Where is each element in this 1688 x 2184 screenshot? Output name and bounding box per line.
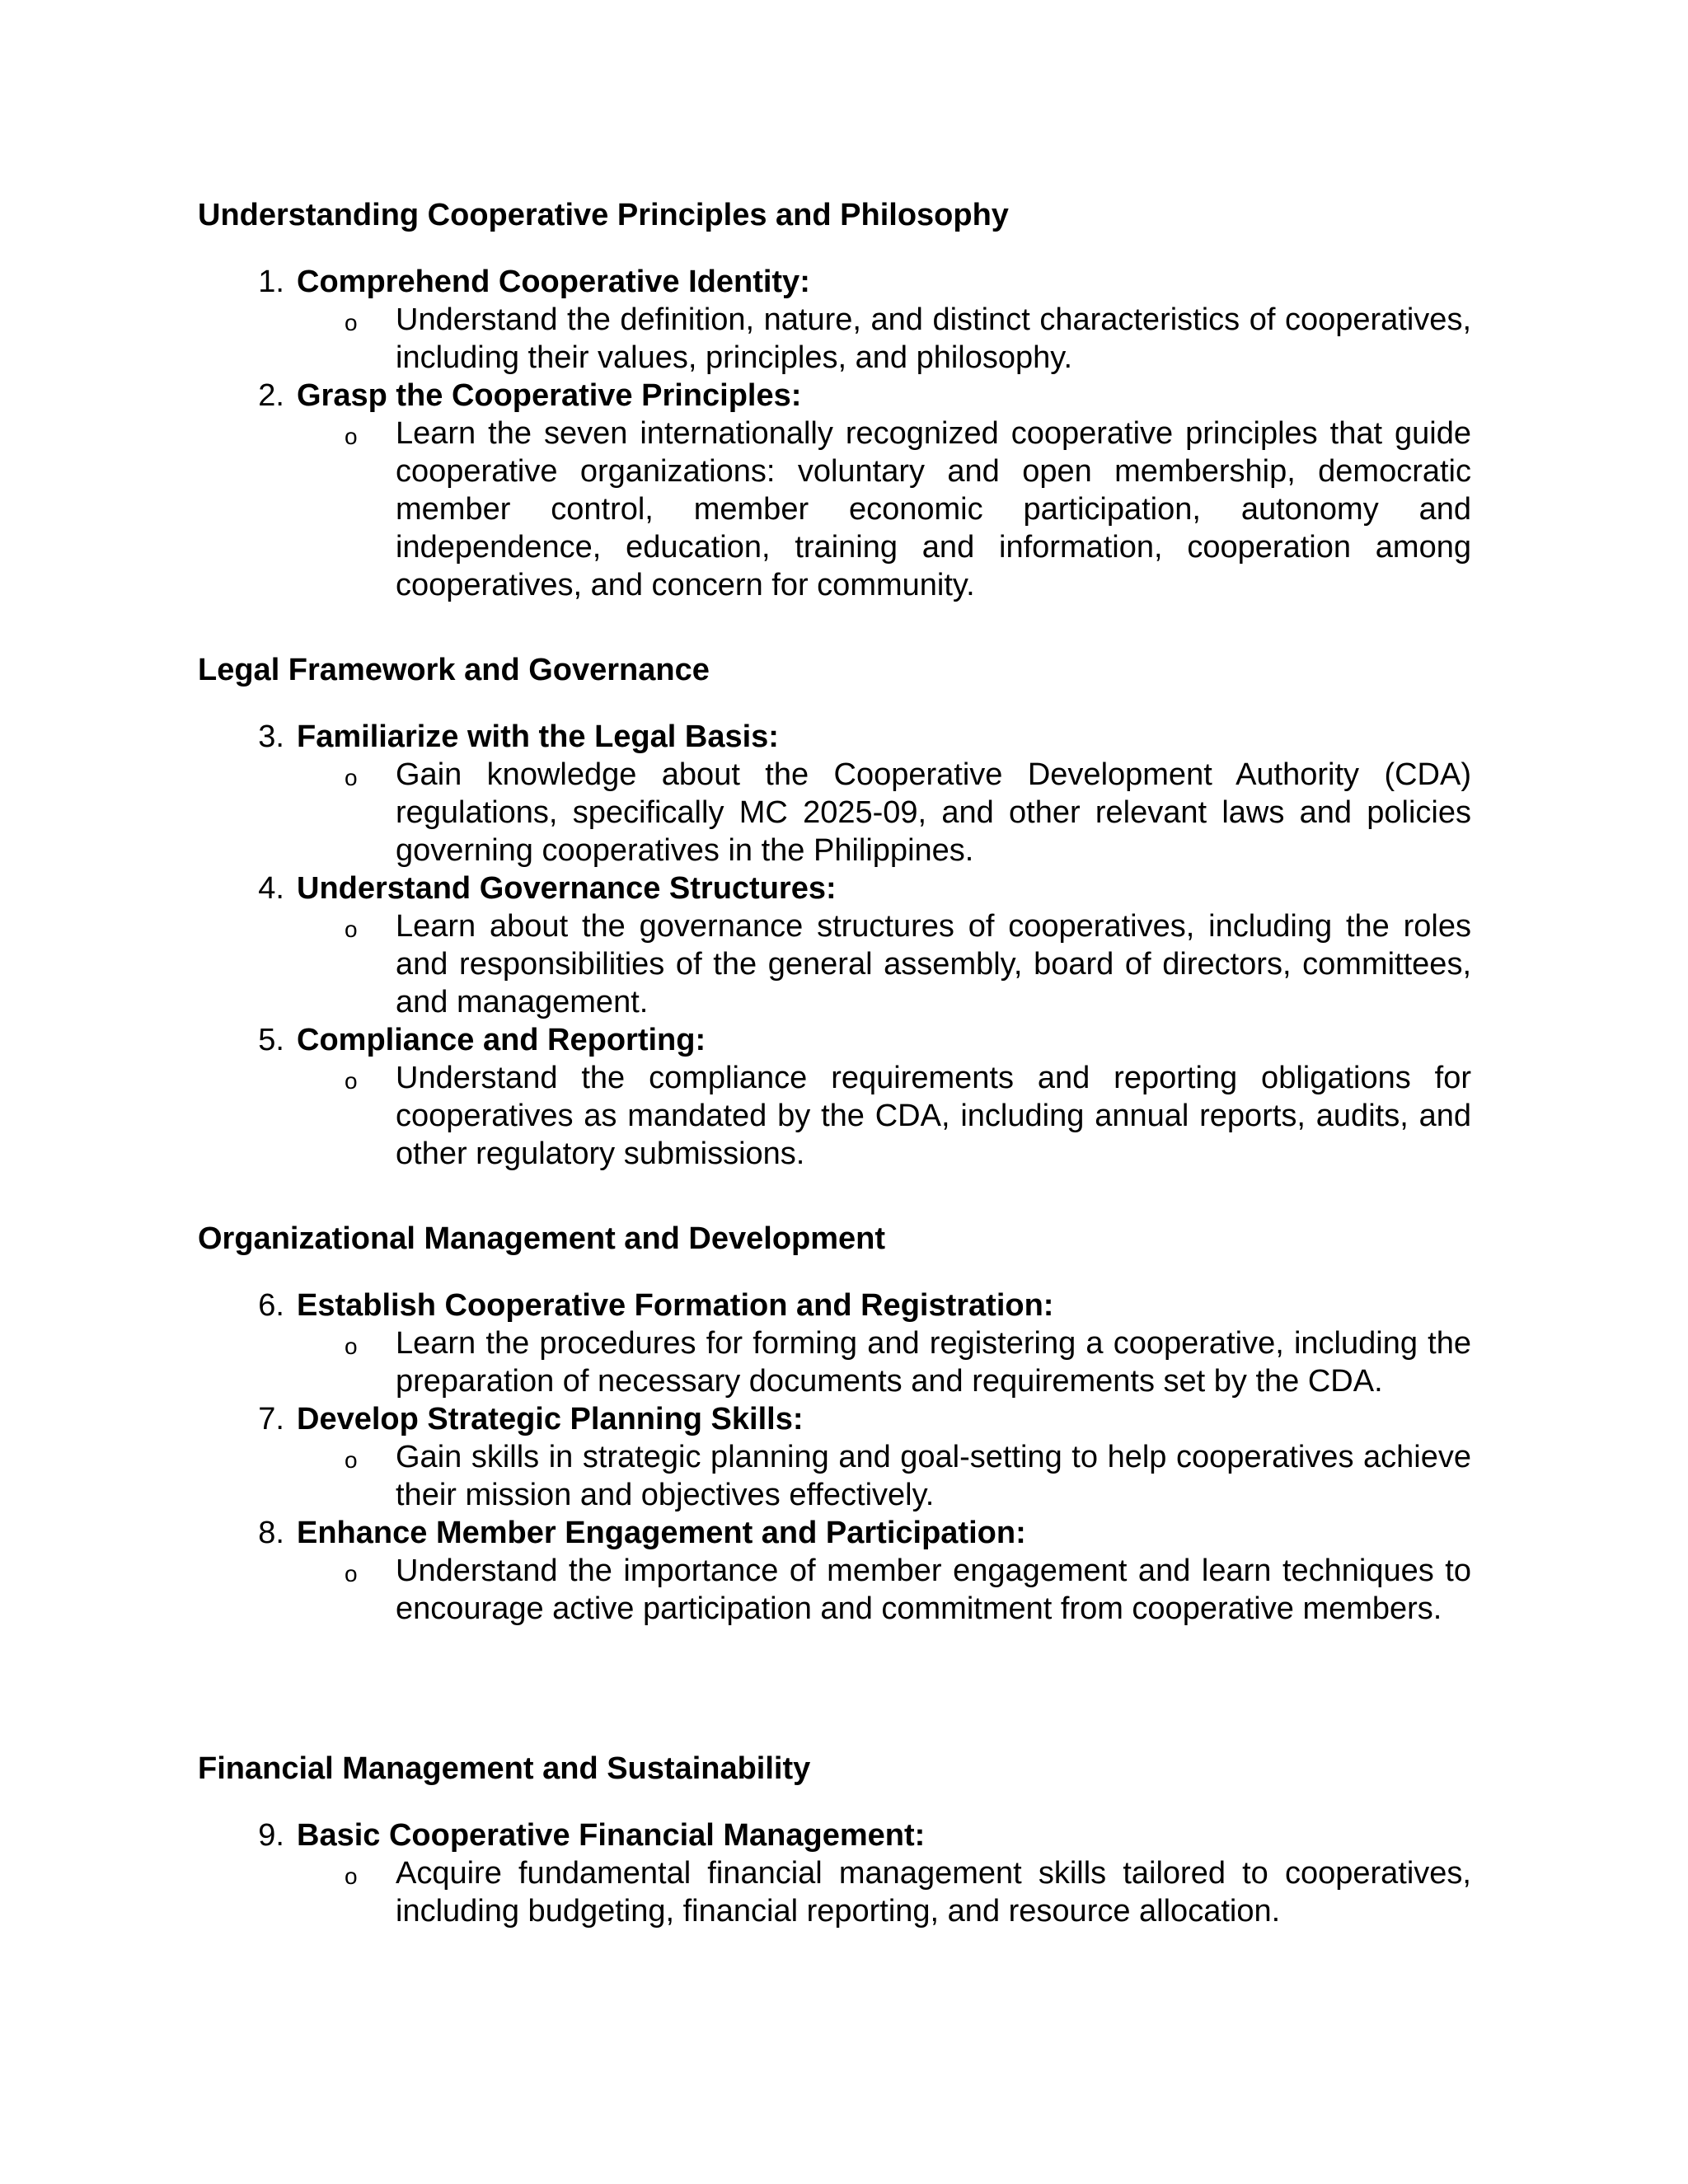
- bullet-text: Understand the definition, nature, and distinct characteristics of cooperatives, including their values, principles, and philosophy.: [396, 302, 1471, 375]
- section-heading: Legal Framework and Governance: [198, 653, 710, 687]
- bullet-text: Understand the compliance requirements and reporting obligations for cooperatives as mandated by the CDA, including annual reports, audits, and other regulatory submissions.: [396, 1061, 1471, 1171]
- item-number: 9.: [258, 1818, 284, 1853]
- item-number: 8.: [258, 1516, 284, 1550]
- item-number: 5.: [258, 1023, 284, 1057]
- bullet-text: Learn about the governance structures of cooperatives, including the roles and responsibilities of the general assembly, board of directors, committees, and management.: [396, 909, 1471, 1019]
- item-title: Compliance and Reporting:: [297, 1023, 706, 1057]
- bullet-point: [198, 301, 1471, 377]
- item-title: Enhance Member Engagement and Participation:: [297, 1516, 1026, 1550]
- hollow-bullet-icon: o: [345, 1447, 358, 1473]
- section-heading: Understanding Cooperative Principles and Philosophy: [198, 198, 1009, 232]
- objective-item: [198, 1400, 1471, 1514]
- item-title: Comprehend Cooperative Identity:: [297, 265, 810, 299]
- bullet-point: [198, 907, 1471, 1021]
- objective-item: [198, 377, 1471, 604]
- bullet-text: Gain knowledge about the Cooperative Development Authority (CDA) regulations, specifically MC 2025-09, and other relevant laws and policies governing cooperatives in the Philippines.: [396, 757, 1471, 868]
- bullet-text: Learn the seven internationally recognized cooperative principles that guide cooperative organizations: voluntary and open membership, democratic member control, member economic participation, autonomy and independence, education, training and information, cooperation among cooperatives, and concern for community.: [396, 416, 1471, 602]
- item-number: 1.: [258, 265, 284, 299]
- objective-list: [198, 263, 1471, 604]
- item-title: Understand Governance Structures:: [297, 871, 837, 906]
- section-heading: Organizational Management and Development: [198, 1221, 886, 1256]
- section-organizational-management: [198, 1220, 1471, 1628]
- item-title: Basic Cooperative Financial Management:: [297, 1818, 926, 1853]
- objective-list: [198, 718, 1471, 1173]
- hollow-bullet-icon: o: [345, 1561, 358, 1586]
- hollow-bullet-icon: o: [345, 765, 358, 790]
- bullet-text: Understand the importance of member engagement and learn techniques to encourage active participation and commitment from cooperative members.: [396, 1554, 1471, 1626]
- objective-item: [198, 718, 1471, 869]
- bullet-point: [198, 415, 1471, 604]
- item-number: 3.: [258, 719, 284, 754]
- hollow-bullet-icon: o: [345, 310, 358, 335]
- item-title: Develop Strategic Planning Skills:: [297, 1402, 804, 1436]
- item-number: 6.: [258, 1288, 284, 1323]
- objective-item: [198, 1816, 1471, 1930]
- objective-item: [198, 1286, 1471, 1400]
- bullet-text: Learn the procedures for forming and registering a cooperative, including the preparation of necessary documents and requirements set by the CDA.: [396, 1326, 1471, 1399]
- hollow-bullet-icon: o: [345, 1863, 358, 1889]
- item-number: 2.: [258, 378, 284, 413]
- hollow-bullet-icon: o: [345, 1068, 358, 1094]
- hollow-bullet-icon: o: [345, 1333, 358, 1359]
- bullet-point: [198, 1438, 1471, 1514]
- objective-list: [198, 1816, 1471, 1930]
- section-legal-framework: [198, 651, 1471, 1173]
- item-number: 4.: [258, 871, 284, 906]
- item-title: Grasp the Cooperative Principles:: [297, 378, 802, 413]
- bullet-point: [198, 1854, 1471, 1930]
- bullet-point: [198, 1324, 1471, 1400]
- bullet-point: [198, 1552, 1471, 1628]
- objective-list: [198, 1286, 1471, 1628]
- objective-item: [198, 869, 1471, 1021]
- bullet-text: Gain skills in strategic planning and goal-setting to help cooperatives achieve their mission and objectives effectively.: [396, 1440, 1471, 1512]
- item-title: Familiarize with the Legal Basis:: [297, 719, 779, 754]
- hollow-bullet-icon: o: [345, 916, 358, 942]
- objective-item: [198, 1021, 1471, 1173]
- objective-item: [198, 263, 1471, 377]
- hollow-bullet-icon: o: [345, 424, 358, 449]
- section-heading: Financial Management and Sustainability: [198, 1751, 811, 1786]
- item-title: Establish Cooperative Formation and Registration:: [297, 1288, 1054, 1323]
- bullet-text: Acquire fundamental financial management skills tailored to cooperatives, including budgeting, financial reporting, and resource allocation.: [396, 1856, 1471, 1929]
- bullet-point: [198, 756, 1471, 869]
- item-number: 7.: [258, 1402, 284, 1436]
- bullet-point: [198, 1059, 1471, 1173]
- objective-item: [198, 1514, 1471, 1628]
- section-financial-management: [198, 1750, 1471, 1930]
- section-cooperative-principles: [198, 196, 1471, 604]
